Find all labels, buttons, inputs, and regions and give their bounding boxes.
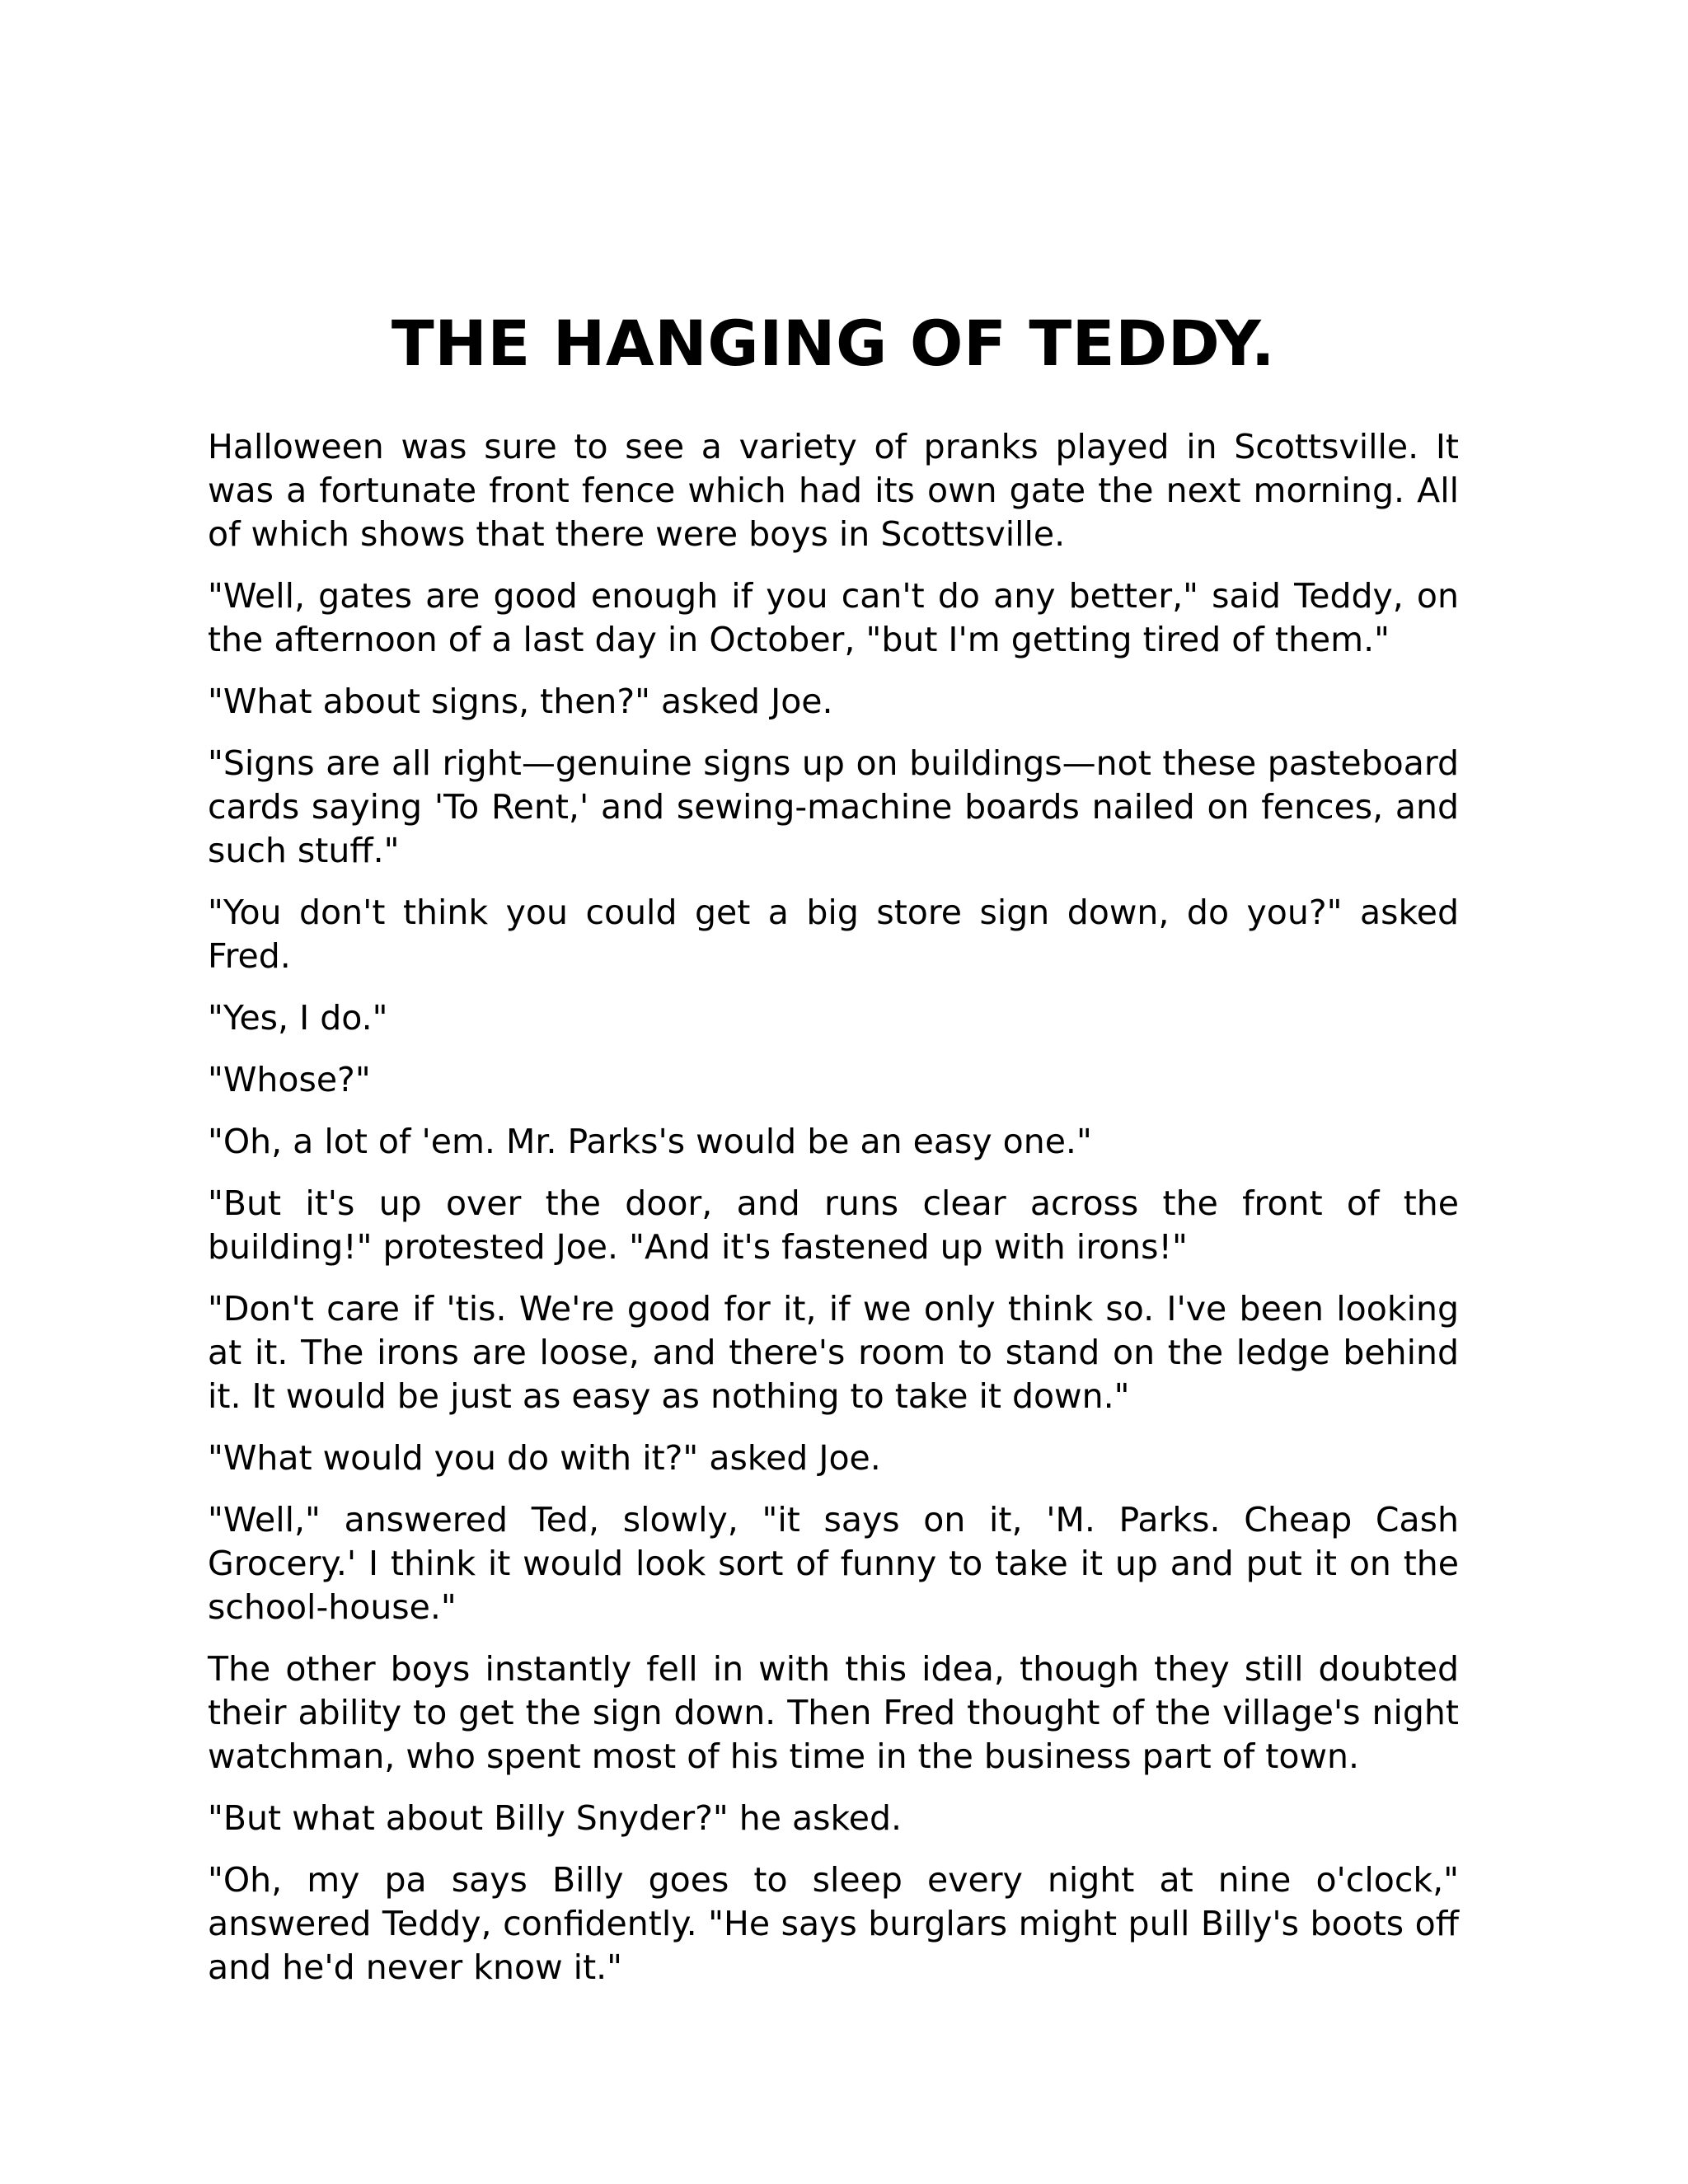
paragraph: "Well," answered Ted, slowly, "it says on it, 'M. Parks. Cheap Cash Grocery.' I think it would look sort of funny to take it up and put it on the school-house." (208, 1500, 1459, 1627)
chapter-body (208, 425, 1459, 2008)
paragraph: "Oh, my pa says Billy goes to sleep every night at nine o'clock," answered Teddy, confidently. "He says burglars might pull Billy's boots off and he'd never know it." (208, 1860, 1459, 1987)
paragraph: "Oh, a lot of 'em. Mr. Parks's would be an easy one." (208, 1122, 1092, 1161)
paragraph: The other boys instantly fell in with this idea, though they still doubted their ability to get the sign down. Then Fred thought of the village's night watchman, who spent most of his time in the business part of town. (208, 1649, 1459, 1776)
paragraph: "Signs are all right—genuine signs up on buildings—not these pasteboard cards saying 'To Rent,' and sewing-machine boards nailed on fences, and such stuff." (208, 743, 1459, 870)
paragraph: "What about signs, then?" asked Joe. (208, 682, 833, 721)
paragraph: "What would you do with it?" asked Joe. (208, 1438, 881, 1478)
paragraph: "Yes, I do." (208, 998, 388, 1038)
paragraph: "But what about Billy Snyder?" he asked. (208, 1798, 903, 1838)
paragraph: "Don't care if 'tis. We're good for it, if we only think so. I've been looking at it. The irons are loose, and there's room to stand on the ledge behind it. It would be just as easy as nothing to take it down." (208, 1289, 1459, 1416)
paragraph: Halloween was sure to see a variety of pranks played in Scottsville. It was a fortunate front fence which had its own gate the next morning. All of which shows that there were boys in Scottsville. (208, 427, 1459, 554)
paragraph: "But it's up over the door, and runs clear across the front of the building!" protested Joe. "And it's fastened up with irons!" (208, 1183, 1459, 1267)
chapter-title: THE HANGING OF TEDDY. (391, 307, 1276, 380)
document-page (208, 0, 1459, 2184)
paragraph: "Whose?" (208, 1060, 371, 1099)
paragraph: "You don't think you could get a big store sign down, do you?" asked Fred. (208, 893, 1459, 976)
paragraph: "Well, gates are good enough if you can't do any better," said Teddy, on the afternoon of a last day in October, "but I'm getting tired of them." (208, 576, 1459, 659)
